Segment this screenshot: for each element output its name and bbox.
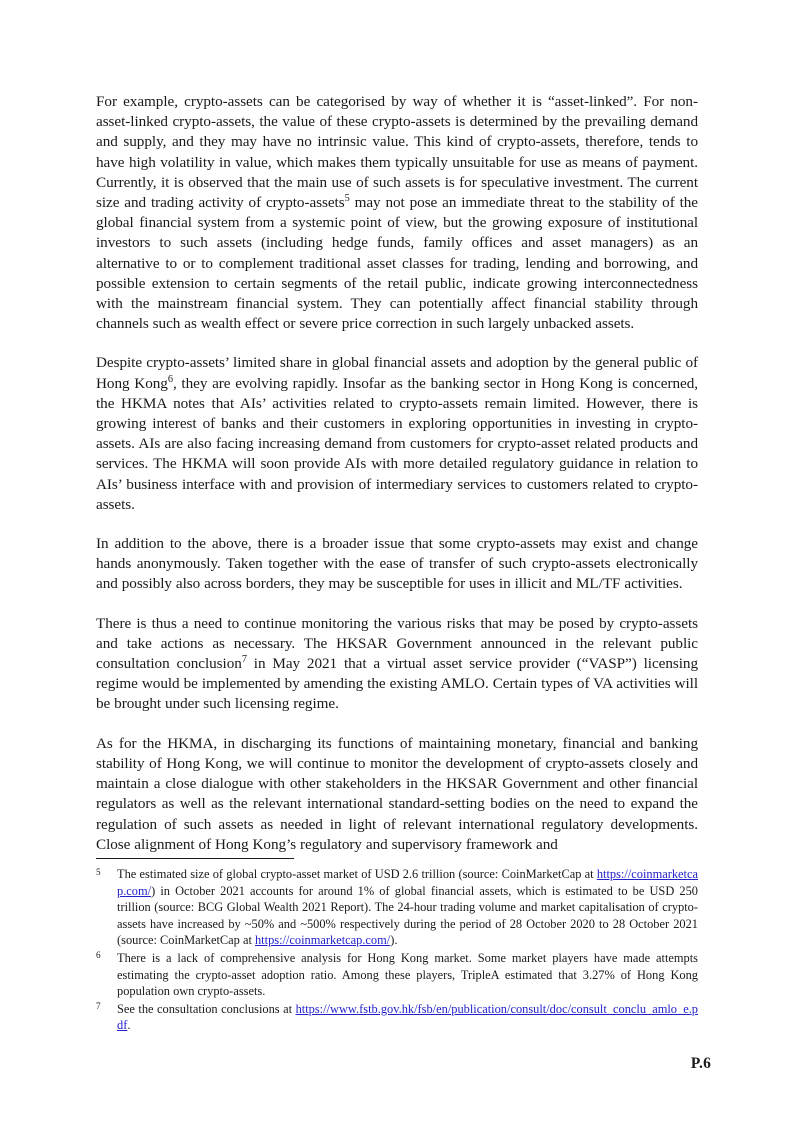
- paragraph-monitoring: [96, 614, 698, 715]
- paragraph-hkma-role: [96, 734, 698, 855]
- paragraph-limited-share: [96, 353, 698, 515]
- footnote-text-cont: ) in October 2021 accounts for around 1% of global financial assets, which is estimated to be USD 250 trillion (source: BCG Global Wealth 2021 Report). The 24-hour trading volume and market capitalisation of crypto-assets have increased by ~50% and ~500% respectively during the period of 28 October 2020 to 28 October 2021 (source: CoinMarketCap at: [117, 883, 698, 948]
- document-body: [96, 92, 698, 855]
- footnote-link-coinmarketcap-1[interactable]: https://coinmarketcap.com/: [117, 867, 698, 898]
- paragraph-anonymous: [96, 534, 698, 595]
- paragraph-text: Despite crypto-assets’ limited share in global financial assets and adoption by the general public of Hong Kong: [96, 354, 698, 392]
- footnote-ref-5[interactable]: 5: [344, 192, 350, 204]
- footnote-link-coinmarketcap-2[interactable]: https://coinmarketcap.com/: [254, 933, 391, 948]
- footnotes-section: [96, 858, 698, 1035]
- footnote-number: 6: [96, 950, 101, 961]
- footnote-number: 5: [96, 866, 101, 877]
- footnote-number: 7: [96, 1001, 101, 1012]
- footnote-link-fstb-consultation[interactable]: https://www.fstb.gov.hk/fsb/en/publication/consult/doc/consult_conclu_amlo_e.pdf: [117, 1001, 698, 1033]
- footnote-5: [96, 866, 698, 949]
- paragraph-text-cont: , they are evolving rapidly. Insofar as the banking sector in Hong Kong is concerned, the HKMA notes that AIs’ activities related to crypto-assets remain limited. However, there is growing interest of banks and their customers in exploring opportunities in investing in crypto-assets. AIs are also facing increasing demand from customers for crypto-asset related products and services. The HKMA will soon provide AIs with more detailed regulatory guidance in relation to AIs’ business interface with and provision of intermediary services to customers related to crypto-assets.: [96, 374, 699, 513]
- footnote-ref-7[interactable]: 7: [241, 654, 247, 666]
- footnote-text: The estimated size of global crypto-asset market of USD 2.6 trillion (source: CoinMarketCap at: [117, 867, 597, 881]
- paragraph-text-cont: in May 2021 that a virtual asset service provider (“VASP”) licensing regime would be implemented by amending the existing AMLO. Certain types of VA activities will be brought under such licensing regime.: [96, 655, 698, 713]
- footnote-text-end: .: [127, 1018, 131, 1033]
- paragraph-text: As for the HKMA, in discharging its functions of maintaining monetary, financial and banking stability of Hong Kong, we will continue to monitor the development of crypto-assets closely and maintain a close dialogue with other stakeholders in the HKSAR Government and other financial regulators as well as the relevant international standard-setting bodies on the need to expand the regulation of such assets as needed in light of relevant international regulatory developments. Close alignment of Hong Kong’s regulatory and supervisory framework and: [96, 734, 698, 853]
- footnote-text: See the consultation conclusions at: [117, 1001, 296, 1016]
- paragraph-text-cont: may not pose an immediate threat to the stability of the global financial system from a systemic point of view, but the growing exposure of institutional investors to such assets (including hedge funds, family offices and asset managers) as an alternative to or to complement traditional asset classes for trading, lending and borrowing, and possible extension to certain segments of the retail public, indicate growing interconnectedness with the mainstream financial system. They can potentially affect financial stability through channels such as wealth effect or severe price correction in such largely unbacked assets.: [96, 194, 698, 333]
- footnote-7: [96, 1001, 698, 1034]
- paragraph-asset-linked: [96, 92, 698, 334]
- paragraph-text: For example, crypto-assets can be categorised by way of whether it is “asset-linked”. For non-asset-linked crypto-assets, the value of these crypto-assets is determined by the prevailing demand and supply, and they may have no intrinsic value. This kind of crypto-assets, therefore, tends to have high volatility in value, which makes them typically unsuitable for use as means of payment. Currently, it is observed that the main use of such assets is for speculative investment. The current size and trading activity of crypto-assets: [96, 93, 698, 212]
- footnote-separator-rule: [96, 858, 294, 859]
- footnote-text-end: ).: [390, 933, 398, 948]
- paragraph-text: There is thus a need to continue monitoring the various risks that may be posed by crypto-assets and take actions as necessary. The HKSAR Government announced in the relevant public consultation conclusion: [96, 614, 698, 673]
- footnote-ref-6[interactable]: 6: [167, 373, 173, 385]
- paragraph-text: In addition to the above, there is a broader issue that some crypto-assets may exist and change hands anonymously. Taken together with the ease of transfer of such crypto-assets electronically and possibly also across borders, they may be susceptible for uses in illicit and ML/TF activities.: [96, 535, 698, 593]
- footnote-text: There is a lack of comprehensive analysis for Hong Kong market. Some market players have made attempts estimating the crypto-asset adoption ratio. Among these players, TripleA estimated that 3.27% of Hong Kong population own crypto-assets.: [117, 950, 698, 999]
- page-number: P.6: [690, 1055, 711, 1072]
- footnote-6: [96, 950, 698, 1000]
